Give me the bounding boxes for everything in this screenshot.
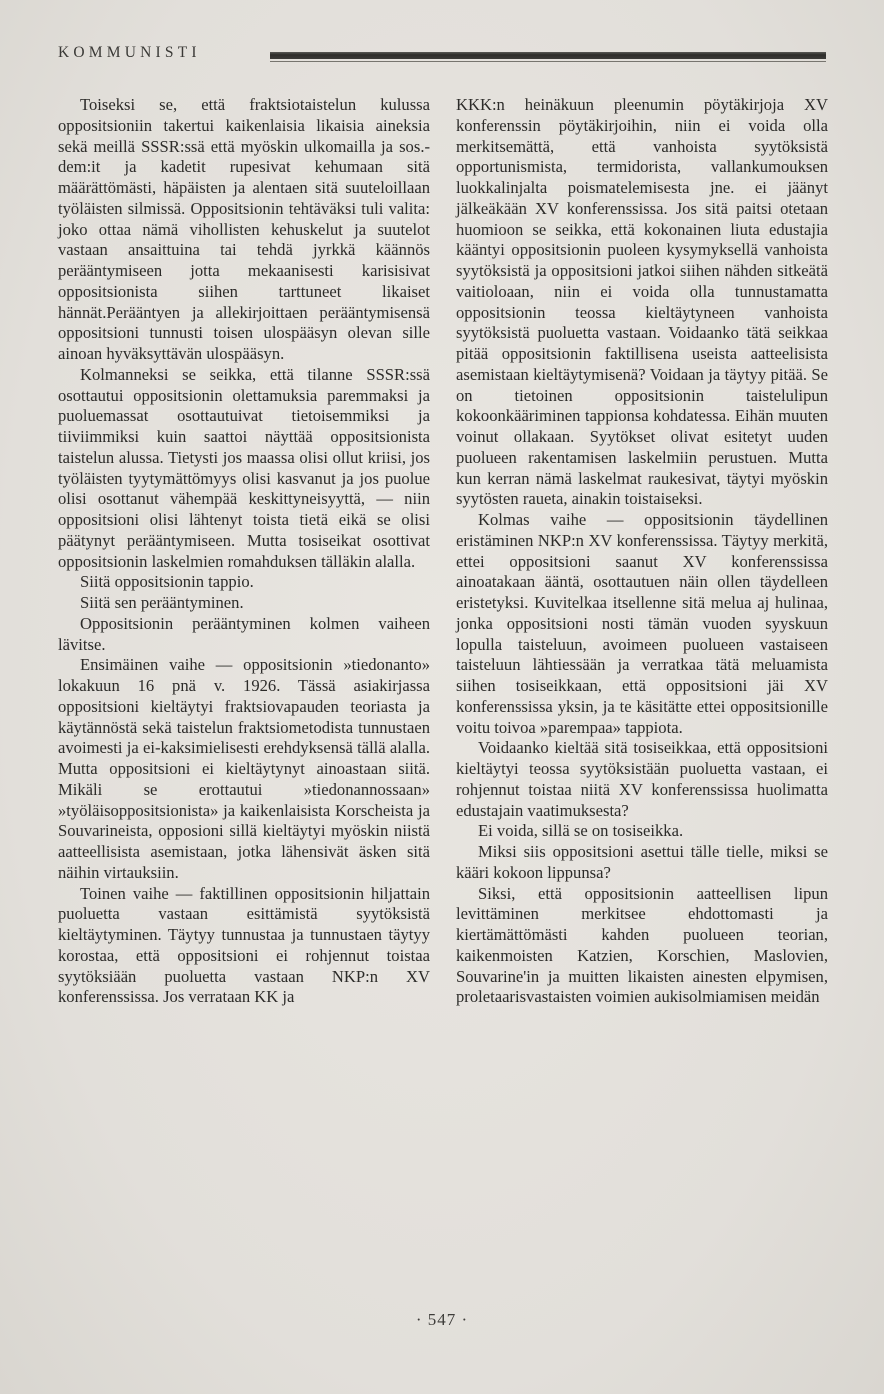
paragraph: Kolmanneksi se seikka, että tilanne SSSR:ssä osottautui oppositsionin olettamuksia paremmaksi ja puoluemassat osottautuivat tietoisemmiksi ja tiiviimmiksi kuin saattoi näyttää oppositsionista taistelun alussa. Tietysti jos maassa olisi ollut kriisi, jos työläisten tyytymättömyys olisi kasvanut ja jos puolue olisi osottanut vähempää keskittyneisyyttä, — niin oppositsioni olisi lähtenyt toista tietä eikä se olisi päätynyt perääntymiseen. Mutta tosiseikat osottivat oppositsionin laskelmien romahduksen tälläkin alalla. (58, 364, 430, 571)
page-number (0, 1310, 884, 1330)
page-number-value: 547 (427, 1310, 457, 1329)
paragraph: Toiseksi se, että fraktsiotaistelun kulussa oppositsioniin takertui kaikenlaisia likaisia aineksia sekä meillä SSSR:ssä että myöskin ulkomailla ja sos.-dem:it ja kadetit rupesivat kehumaan sitä määrättömästi, häpäisten ja alentaen sitä suuteloillaan työläisten silmissä. Oppositsionin tehtäväksi tuli valita: joko ottaa nämä vihollisten kehuskelut ja suutelot vastaan ansaittuina tai tehdä jyrkkä käännös perääntymiseen jotta mekaanisesti karisisivat oppositsionista siihen tarttuneet likaiset hännät.Perääntyen ja allekirjoittaen perääntymisensä oppositsioni tunnusti toisen ulospääsyn olevan sille ainoan hyväksyttävän ulospääsyn. (58, 95, 430, 363)
paragraph: Siksi, että oppositsionin aatteellisen lipun levittäminen merkitsee ehdottomasti ja kiertämättömästi kahden puolueen teorian, kaikenmoisten Katzien, Korschien, Maslovien, Souvarine'in ja muitten likaisten ainesten elpymisen, proletaarisvastaisten voimien aukisolmiamisen meidän (456, 883, 828, 1007)
paragraph: Toinen vaihe — faktillinen oppositsionin hiljattain puoluetta vastaan esittämistä syytöksistä kieltäytyminen. Täytyy tunnustaa ja tunnustaen täytyy korostaa, että oppositsioni ei rohjennut toistaa syytöksiään puoluetta vastaan NKP:n XV konferenssissa. Jos verrataan KK ja (58, 883, 430, 1007)
paragraph: Kolmas vaihe — oppositsionin täydellinen eristäminen NKP:n XV konferenssissa. Täytyy merkitä, ettei oppositsioni saanut XV konferenssissa ainoatakaan ääntä, osottautuen näin ollen täydelleen eristetyksi. Kuvitelkaa itsellenne sitä melua aj hulinaa, jonka oppositsioni nosti tämän vuoden syyskuun lopulla taisteluun, avoimeen puolueen vastaiseen taisteluun lähtiessään ja verratkaa tätä meluamista siihen tosiseikkaan, että oppositsioni jäi XV konferenssissa yksin, ja te käsitätte ettei oppositsionille voitu toivoa »parempaa» tappiota. (456, 510, 828, 737)
page-number-ornament-right: · (456, 1310, 469, 1329)
page-number-ornament-left: · (415, 1310, 428, 1329)
left-column (58, 95, 430, 1008)
paragraph: Siitä sen perääntyminen. (80, 593, 244, 612)
paragraph: Ensimäinen vaihe — oppositsionin »tiedonanto» lokakuun 16 pnä v. 1926. Tässä asiakirjassa oppositsioni kieltäytyi fraktsiovapauden teoriasta ja käytännöstä sekä taistelun fraktsiometodista tunnustaen avoimesti ja ei-kaksimielisesti erehdyksensä tällä alalla. Mutta oppositsioni ei kieltäytynyt ainoastaan siitä. Mikäli se erottautui »tiedonannossaan» »työläisoppositsionista» ja kaikenlaisista Korscheista ja Souvarineista, opposioni sillä kieltäytyi myöskin niistä aatteellisista asemistaan, jotka lähensivät äsken sitä näihin virtauksiin. (58, 655, 430, 882)
paragraph: Oppositsionin perääntyminen kolmen vaiheen lävitse. (58, 613, 430, 654)
paragraph: Siitä oppositsionin tappio. (80, 572, 254, 592)
right-column (456, 95, 828, 1008)
header-rule (270, 52, 826, 59)
running-title: KOMMUNISTI (58, 44, 201, 61)
paragraph: Miksi siis oppositsioni asettui tälle tielle, miksi se kääri kokoon lippunsa? (456, 842, 828, 882)
paragraph: KKK:n heinäkuun pleenumin pöytäkirjoja XV konferenssin pöytäkirjoihin, niin ei voida olla merkitsemättä, että vanhoista syytöksistä opportunismista, termidorista, vallankumouksen luokkalinjalta poismatelemisesta jne. ei jäänyt jälkeäkään XV konferenssissa. Jos sitä paitsi otetaan huomioon se seikka, että kokonainen liuta edustajia kääntyi oppositsionin puoleen kysymyksellä vanhoista syytöksistä ja oppositsioni jatkoi siihen nähden sitkeätä vaitioloaan, niin ei voida olla tunnustamatta oppositsionin teossa kieltäytyneen vanhoista syytöksistä puoluetta vastaan. Voidaanko tätä seikkaa pitää oppositsionin faktillisena useista aatteelisista asemistaan kieltäytymisenä? Voidaan ja täytyy pitää. Se on tietoinen oppositsionin taistelulipun kokoonkääriminen tappionsa kohdatessa. Eihän muuten voinut ollakaan. Syytökset olivat esitetyt uuden puolueen rakentamisen laskelmiin perustuen. Mutta kun kerran nämä laskelmat raukesivat, täytyi myöskin syytösten raueta, ainakin toistaiseksi. (456, 95, 828, 509)
paragraph: Ei voida, sillä se on tosiseikka. (478, 821, 684, 841)
paragraph: Voidaanko kieltää sitä tosiseikkaa, että oppositsioni kieltäytyi teossa syytöksistään puoluetta vastaan, ei rohjennut toistaa niitä XV konferenssissa huolimatta edustajain vaatimuksesta? (456, 738, 828, 820)
header-rule-thin (270, 61, 826, 62)
